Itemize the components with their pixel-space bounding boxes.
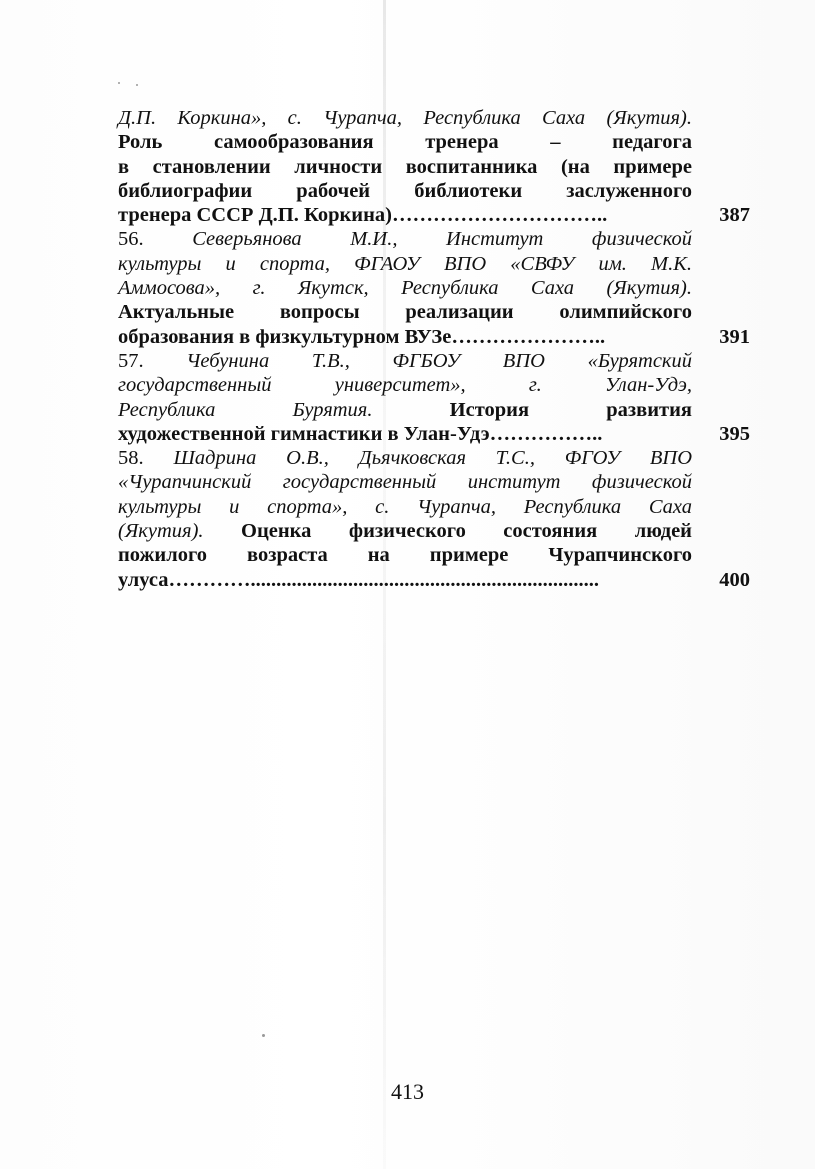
toc-entry-line (118, 300, 692, 324)
scan-speck (136, 84, 138, 86)
toc-entry-line (118, 446, 692, 470)
entry-author-text: культуры и спорта», с. Чурапча, Республика Саха (118, 495, 692, 518)
toc-page-number: 395 (719, 422, 750, 445)
toc-entry-line (118, 325, 692, 349)
toc-entry-line (118, 470, 692, 494)
toc-entry-line (118, 373, 692, 397)
toc-entry-line (118, 349, 692, 373)
toc-entry-line (118, 227, 692, 251)
entry-author-text: Республика Бурятия. (118, 398, 450, 421)
entry-number: 56. (118, 228, 193, 251)
toc-page-number: 391 (719, 325, 750, 348)
entry-title-text: Оценка физического состояния людей (241, 520, 692, 543)
entry-author-text: культуры и спорта, ФГАОУ ВПО «СВФУ им. М.К. (118, 252, 692, 275)
toc-page-number: 400 (719, 568, 750, 591)
toc-entry-line (118, 276, 692, 300)
entry-title-text: История развития (449, 398, 692, 421)
entry-number: 58. (118, 447, 174, 470)
entry-author-text: Аммосова», г. Якутск, Республика Саха (Якутия). (118, 277, 692, 300)
scan-speck (262, 1034, 265, 1037)
toc-entry (118, 227, 750, 348)
entry-title-text: Роль самообразования тренера – педагога (118, 131, 692, 154)
entry-number: 57. (118, 349, 187, 372)
entry-author-text: Д.П. Коркина», с. Чурапча, Республика Саха (Якутия). (118, 107, 692, 129)
toc-entry (118, 446, 750, 592)
toc-entry-line (118, 130, 692, 154)
entry-author-text: Северьянова М.И., Институт физической (192, 228, 692, 251)
toc-entry-line (118, 568, 692, 592)
entry-author-text: государственный университет», г. Улан-Удэ, (118, 374, 692, 397)
toc-entry-line (118, 519, 692, 543)
toc-entry (118, 349, 750, 446)
entry-title-text: в становлении личности воспитанника (на примере (118, 155, 692, 178)
toc-page-number: 387 (719, 204, 750, 227)
toc-entry-line (118, 106, 692, 130)
table-of-contents (118, 106, 750, 592)
entry-title-text: образования в физкультурном ВУЗе………………….. (118, 325, 606, 348)
entry-author-text: Шадрина О.В., Дьячковская Т.С., ФГОУ ВПО (173, 447, 692, 470)
entry-title-text: тренера СССР Д.П. Коркина)………………………….. (118, 204, 608, 227)
toc-entry-line (118, 422, 692, 446)
entry-title-text: художественной гимнастики в Улан-Удэ…………….. (118, 422, 603, 445)
entry-title-text: библиографии рабочей библиотеки заслуженного (118, 179, 692, 202)
toc-entry-line (118, 203, 692, 227)
toc-entry-line (118, 155, 692, 179)
toc-entry (118, 106, 750, 227)
entry-title-text: Актуальные вопросы реализации олимпийского (118, 301, 692, 324)
entry-title-text: пожилого возраста на примере Чурапчинского (118, 544, 692, 567)
toc-entry-line (118, 398, 692, 422)
entry-author-text: Чебунина Т.В., ФГБОУ ВПО «Бурятский (186, 349, 693, 372)
entry-author-text: «Чурапчинский государственный институт физической (118, 471, 692, 494)
toc-entry-line (118, 543, 692, 567)
page-number: 413 (391, 1079, 424, 1104)
entry-author-text: (Якутия). (118, 520, 242, 543)
entry-title-text: улуса………….................................................................... (118, 568, 599, 591)
toc-entry-line (118, 252, 692, 276)
toc-entry-line (118, 179, 692, 203)
scan-speck (118, 82, 120, 84)
toc-entry-line (118, 495, 692, 519)
